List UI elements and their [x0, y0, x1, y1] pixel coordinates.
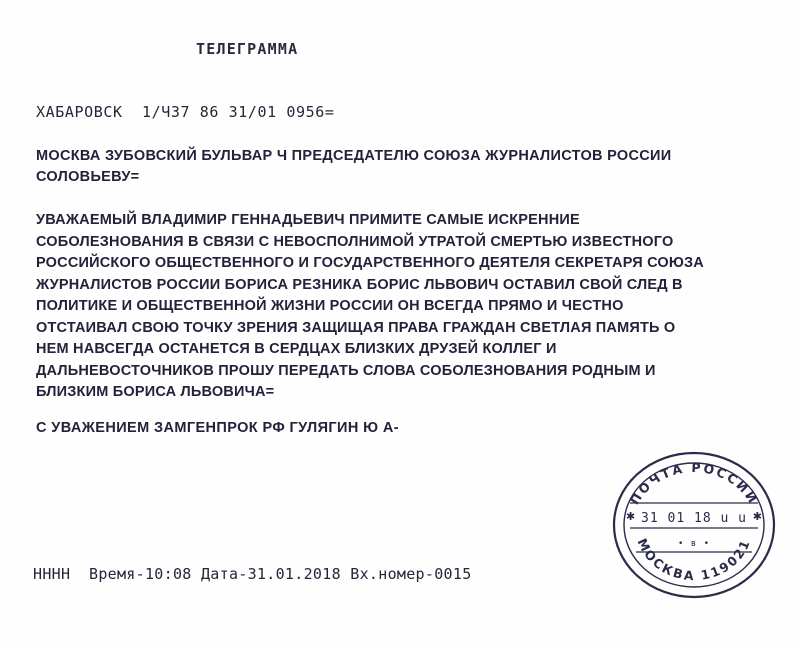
footer-registration-line: НННН Время-10:08 Дата-31.01.2018 Вх.номер-0015	[33, 565, 472, 583]
body-line: ДАЛЬНЕВОСТОЧНИКОВ ПРОШУ ПЕРЕДАТЬ СЛОВА СОБОЛЕЗНОВАНИЯ РОДНЫМ И	[36, 362, 656, 379]
body-line: РОССИЙСКОГО ОБЩЕСТВЕННОГО И ГОСУДАРСТВЕННОГО ДЕЯТЕЛЯ СЕКРЕТАРЯ СОЮЗА	[36, 255, 704, 271]
address-line: МОСКВА ЗУБОВСКИЙ БУЛЬВАР Ч ПРЕДСЕДАТЕЛЮ СОЮЗА ЖУРНАЛИСТОВ РОССИИ	[36, 148, 672, 164]
body-line: ПОЛИТИКЕ И ОБЩЕСТВЕННОЙ ЖИЗНИ РОССИИ ОН ВСЕГДА ПРЯМО И ЧЕСТНО	[36, 298, 624, 314]
telegram-body	[36, 210, 781, 404]
body-line: ЖУРНАЛИСТОВ РОССИИ БОРИСА РЕЗНИКА БОРИС ЛЬВОВИЧ ОСТАВИЛ СВОЙ СЛЕД В	[36, 276, 683, 293]
page-title: ТЕЛЕГРАММА	[196, 40, 299, 58]
postal-stamp	[610, 448, 778, 603]
stamp-ring-top-text: ПОЧТА РОССИИ	[626, 459, 762, 508]
stamp-center-text: • в •	[677, 539, 711, 549]
body-line: НЕМ НАВСЕГДА ОСТАНЕТСЯ В СЕРДЦАХ БЛИЗКИХ ДРУЗЕЙ КОЛЛЕГ И	[36, 341, 557, 357]
body-line: УВАЖАЕМЫЙ ВЛАДИМИР ГЕННАДЬЕВИЧ ПРИМИТЕ САМЫЕ ИСКРЕННИЕ	[36, 212, 580, 228]
telegram-route-line: ХАБАРОВСК 1/Ч37 86 31/01 0956=	[36, 103, 335, 121]
recipient-address-block	[36, 146, 776, 188]
stamp-star-left-icon: ✱	[626, 511, 636, 523]
stamp-star-right-icon: ✱	[752, 511, 762, 523]
signature-line: С УВАЖЕНИЕМ ЗАМГЕНПРОК РФ ГУЛЯГИН Ю А-	[36, 420, 400, 436]
stamp-ring-bottom-text: МОСКВА 119021	[634, 535, 754, 584]
body-line: СОБОЛЕЗНОВАНИЯ В СВЯЗИ С НЕВОСПОЛНИМОЙ УТРАТОЙ СМЕРТЬЮ ИЗВЕСТНОГО	[36, 233, 674, 250]
body-line: БЛИЗКИМ БОРИСА ЛЬВОВИЧА=	[36, 384, 275, 400]
body-line: ОТСТАИВАЛ СВОЮ ТОЧКУ ЗРЕНИЯ ЗАЩИЩАЯ ПРАВА ГРАЖДАН СВЕТЛАЯ ПАМЯТЬ О	[36, 319, 676, 336]
stamp-date: 31 01 18 u u	[641, 511, 747, 526]
address-line: СОЛОВЬЕВУ=	[36, 169, 140, 185]
